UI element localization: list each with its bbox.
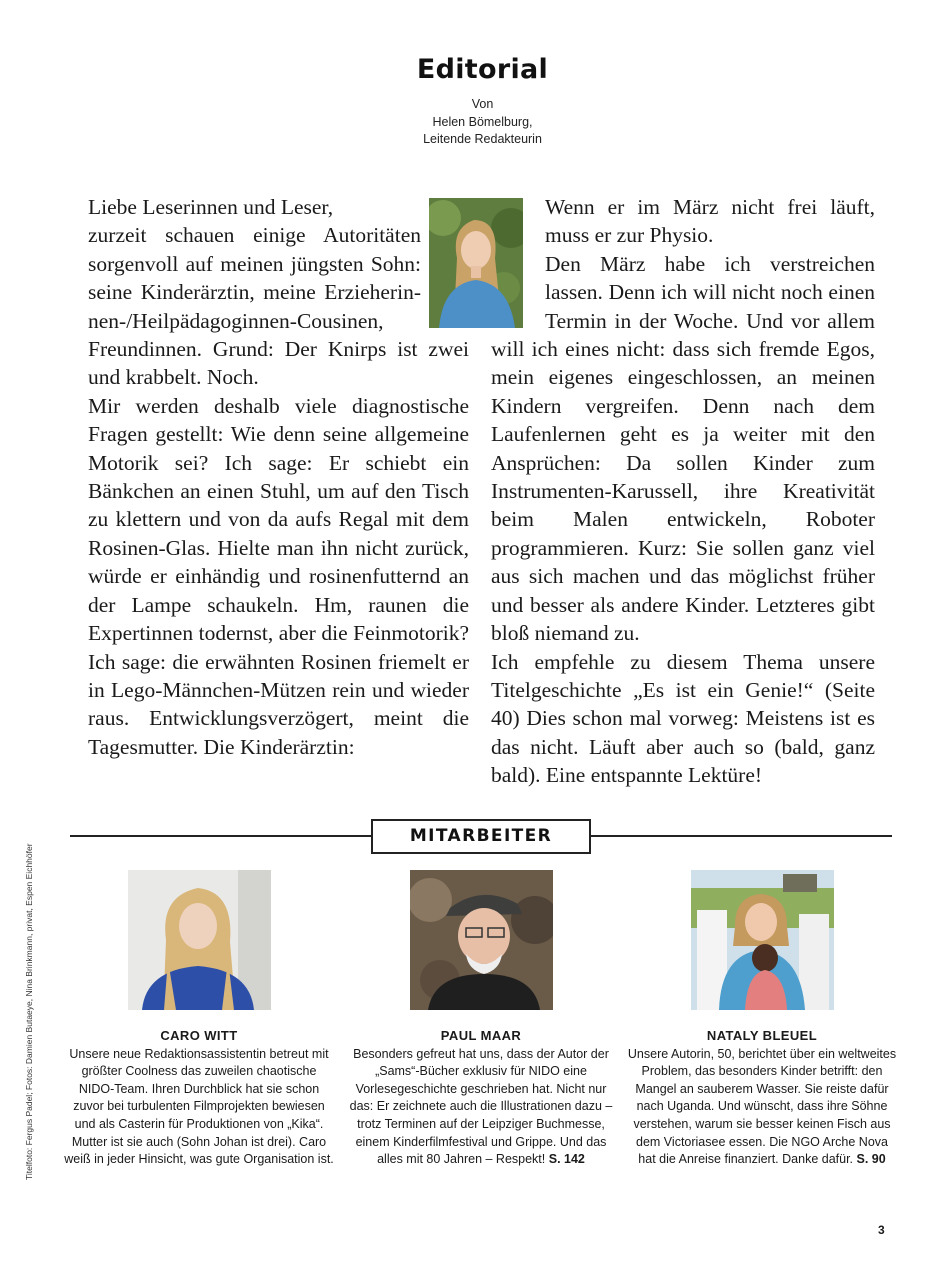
contributor-card xyxy=(627,870,897,1169)
photo-credit: Titelfoto: Fergus Padel; Fotos: Damien Butaeye, Nina Brinkmann, privat, Espen Eichhöfer xyxy=(24,843,34,1180)
contributor-bio xyxy=(64,1046,334,1169)
editorial-column-right xyxy=(491,193,875,790)
contributor-name: NATALY BLEUEL xyxy=(706,1028,818,1043)
contributor-bio-text: Unsere Autorin, 50, berichtet über ein weltweites Problem, das besonders Kinder betrifft: den Mangel an sauberem Wasser. Sie reiste dafür nach Uganda. Und wünscht, dass ihre Söhne verstehen, warum sie besser keinen Fisch aus dem Victoriasee essen. Die NGO Arche Nova hat die Anreise finanziert. Danke dafür. xyxy=(627,1046,897,1167)
contributor-name: PAUL MAAR xyxy=(440,1028,522,1043)
section-heading: MITARBEITER xyxy=(371,819,591,854)
contributor-photo xyxy=(128,870,271,1010)
byline-author: Helen Bömelburg, xyxy=(432,114,533,129)
editorial-column-left xyxy=(88,193,469,761)
contributor-photo xyxy=(691,870,834,1010)
editorial-paragraph: Wenn er im März nicht frei läuft, muss er zur Physio. xyxy=(545,195,875,248)
page-number: 3 xyxy=(878,1223,885,1237)
contributor-bio xyxy=(346,1046,616,1169)
page-title: Editorial xyxy=(416,54,549,85)
byline xyxy=(0,96,945,149)
contributor-photo xyxy=(410,870,553,1010)
image-spacer xyxy=(491,193,545,335)
editorial-paragraph: Mir werden deshalb viele diagnostische Fragen gestellt: Wie denn seine allgemeine Motorik sei? Ich sage: Er schiebt ein Bänkchen an einen Stuhl, um auf den Tisch zu klettern und von da aufs Regal mit dem Rosinen-Glas. Hielte man ihn nicht zurück, würde er einhändig und rosinenfutternd an der Lampe schaukeln. Hm, raunen die Expertinnen todernst, aber die Feinmotorik? Ich sage: die erwähnten Rosinen friemelt er in Lego-Männchen-Mützen rein und wieder raus. Entwicklungsverzögert, meint die Tagesmutter. Die Kinderärztin: xyxy=(88,393,469,759)
page-reference: S. 90 xyxy=(856,1152,886,1167)
contributor-name: CARO WITT xyxy=(160,1028,238,1043)
editorial-salutation: Liebe Leserinnen und Leser, xyxy=(88,195,334,219)
contributor-bio-text: Unsere neue Redaktionsassistentin betreut mit größter Coolness das zuweilen chaotische NIDO-Team. Ihren Durchblick hat sie schon zuvor bei turbulenten Filmprojekten bewiesen und als Casterin für Produktionen von „Kika“. Mutter ist sie auch (Sohn Johan ist drei). Caro weiß in jeder Hinsicht, was gute Organisation ist. xyxy=(64,1046,334,1167)
contributor-bio-text: Besonders gefreut hat uns, dass der Autor der „Sams“-Bücher exklusiv für NIDO eine Vorlesegeschichte geschrieben hat. Nicht nur das: Er zeichnete auch die Illustrationen dazu – trotz Terminen auf der Leipziger Buchmesse, einem Kinderfilmfestival und Grippe. Und das alles mit 80 Jahren – Respekt! xyxy=(349,1046,613,1167)
editorial-paragraph: zurzeit schauen einige Autoritäten sorgenvoll auf meinen jüngsten Sohn: seine Kinderärztin, meine Erzieherinnen-/Heilpädagoginnen-Cousinen, Freundinnen. Grund: Der Knirps ist zwei und krabbelt. Noch. xyxy=(88,223,469,390)
contributor-bio xyxy=(627,1046,897,1169)
page-reference: S. 142 xyxy=(548,1152,585,1167)
byline-role: Leitende Redakteurin xyxy=(423,132,542,146)
contributor-card xyxy=(346,870,616,1169)
editorial-paragraph: Ich empfehle zu diesem Thema unsere Titelgeschichte „Es ist ein Genie!“ (Seite 40) Dies schon mal vorweg: Meistens ist es das nicht. Läuft aber auch so (bald, ganz bald). Eine entspannte Lektüre! xyxy=(491,649,875,788)
editorial-paragraph: Den März habe ich verstreichen lassen. Denn ich will nicht noch einen Termin in der Woche. Und vor allem will ich eines nicht: dass sich fremde Egos, mein eigenes eingeschlossen, an meinen Kindern vergreifen. Denn nach dem Laufenlernen geht es ja weiter mit den Ansprüchen: Da sollen Kinder zum Instrumenten-Karussell, ihre Kreativität beim Malen entwickeln, Roboter programmieren. Kurz: Sie sollen ganz viel aus sich machen und das möglichst früher und besser als andere Kinder. Letzteres gibt bloß niemand zu. xyxy=(491,251,875,646)
byline-prefix: Von xyxy=(471,97,494,111)
contributor-card xyxy=(64,870,334,1169)
